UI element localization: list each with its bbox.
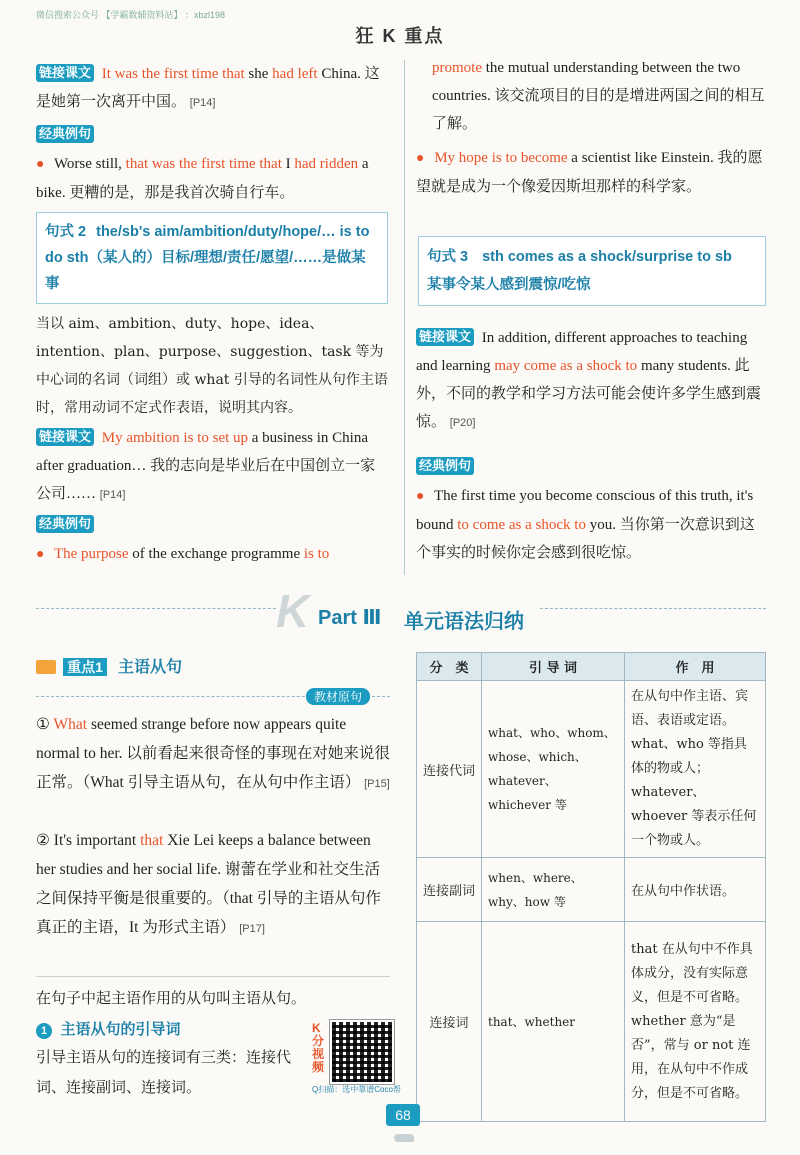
sentence-divider xyxy=(36,976,390,977)
left-p1: 链接课文 It was the first time that she had left China. 这是她第一次离开中国。 [P14] xyxy=(36,65,380,110)
part-label: Part Ⅲ xyxy=(318,607,382,629)
left-p2: 链接课文 My ambition is to set up a business in China after graduation… 我的志向是毕业后在中国创立一家公司…… [P14] xyxy=(36,429,376,502)
header-cell: 作 用 xyxy=(625,653,766,681)
watermark: 微信搜索公众号 【学霸数辅资料站】 ：xbzl198 xyxy=(36,10,226,20)
cell-category: 连接词 xyxy=(417,922,482,1122)
table-row xyxy=(417,858,766,922)
sentence-2: ② It's important that Xie Lei keeps a balance between her studies and her social life. 谢蕾在学业和社交生活之间保持平衡是很重要的。（that 引导的主语从句作真正的主语，It 为形式主语） [P17] xyxy=(36,832,381,936)
part-banner-line-right xyxy=(540,608,766,611)
sub-text: 引导主语从句的连接词有三类：连接代词、连接副词、连接词。 xyxy=(36,1048,292,1096)
right-r2: ● My hope is to become a scientist like Einstein. 我的愿望就是成为一个像爱因斯坦那样的科学家。 xyxy=(416,150,763,195)
pattern-box-3: 句式 3 sth comes as a shock/surprise to sb 某事令某人感到震惊/吃惊 xyxy=(418,236,766,306)
cell-category: 连接代词 xyxy=(417,681,482,858)
cell-words: what、who、whom、whose、which、whatever、whichever 等 xyxy=(482,681,625,858)
grammar-table xyxy=(416,652,766,1122)
column-divider xyxy=(404,60,405,575)
section-title: 主语从句 xyxy=(117,659,182,676)
cell-function: 在从句中作主语、宾语、表语或定语。what、who 等指具体的物或人；whatever、whoever 等表示任何一个物或人。 xyxy=(625,681,766,858)
subheading: 1 主语从句的引导词 xyxy=(36,1018,180,1039)
qr-label: K分视频 xyxy=(312,1021,325,1074)
page-number: 68 xyxy=(386,1104,420,1126)
textbook-tag: 教材原句 xyxy=(306,688,370,705)
header-title-text: 狂 K 重点 xyxy=(355,26,445,46)
section-heading xyxy=(36,654,182,677)
section-badge: 重点1 xyxy=(63,658,107,676)
book-icon xyxy=(36,660,56,674)
cell-category: 连接副词 xyxy=(417,858,482,922)
header-cell: 分 类 xyxy=(417,653,482,681)
link-tag: 链接课文 xyxy=(36,64,94,82)
right-p3: 链接课文 In addition, different approaches to teaching and learning may come as a shock to many students. 此外，不同的教学和学习方法可能会使许多学生感到震惊。 [P20] xyxy=(416,329,762,430)
qr-code[interactable] xyxy=(330,1020,394,1084)
part-k-logo: K xyxy=(276,585,310,637)
right-ex3: ● The first time you become conscious of this truth, it's bound to come as a shock to you. 当你第一次意识到这个事实的时候你定会感到很吃惊。 xyxy=(416,488,755,561)
example-label-1: 经典例句 xyxy=(36,124,98,143)
table-row xyxy=(417,681,766,858)
sub-number-icon: 1 xyxy=(36,1023,52,1039)
footer-decoration-icon xyxy=(394,1134,414,1142)
pattern-box-2: 句式 2 the/sb's aim/ambition/duty/hope/… is to do sth（某人的）目标/理想/责任/愿望/……是做某事 xyxy=(36,212,388,304)
table-row xyxy=(417,922,766,1122)
bullet-icon: ● xyxy=(36,157,45,172)
example-label-2: 经典例句 xyxy=(36,514,98,533)
left-ex2: ● The purpose of the exchange programme is to xyxy=(36,546,330,562)
left-ex1: ● Worse still, that was the first time that I had ridden a bike. 更糟的是，那是我首次骑自行车。 xyxy=(36,156,369,201)
cell-function: that 在从句中不作具体成分，没有实际意义，但是不可省略。whether 意为“是否”，常与 or not 连用，在从句中不作成分，但是不可省略。 xyxy=(625,922,766,1122)
cell-function: 在从句中作状语。 xyxy=(625,858,766,922)
part-title: 单元语法归纳 xyxy=(404,611,524,633)
left-explain: 当以 aim、ambition、duty、hope、idea、intention、plan、purpose、suggestion、task 等为中心词的名词（词组）或 what 引导的名词性从句作主语时，常用动词不定式作表语，说明其内容。 xyxy=(36,316,388,416)
cell-words: when、where、why、how 等 xyxy=(482,858,625,922)
right-r1: promote the mutual understanding between the two countries. 该交流项目的目的是增进两国之间的相互了解。 xyxy=(432,60,765,132)
bullet-icon: ● xyxy=(36,547,45,562)
part-banner-line-left xyxy=(36,608,276,611)
header-title xyxy=(335,22,465,48)
qr-caption: Q扫描：选中靠谱Coco帮 xyxy=(312,1085,401,1094)
cell-words: that、whether xyxy=(482,922,625,1122)
header-cell: 引 导 词 xyxy=(482,653,625,681)
bullet-icon: ● xyxy=(416,489,425,504)
example-label-3: 经典例句 xyxy=(416,456,478,475)
bullet-icon: ● xyxy=(416,151,425,166)
sentence-1: ① What seemed strange before now appears quite normal to her. 以前看起来很奇怪的事现在对她来说很正常。（What 引导主语从句，在从句中作主语） [P15] xyxy=(36,716,390,791)
table-header xyxy=(417,653,766,681)
definition: 在句子中起主语作用的从句叫主语从句。 xyxy=(36,989,307,1007)
